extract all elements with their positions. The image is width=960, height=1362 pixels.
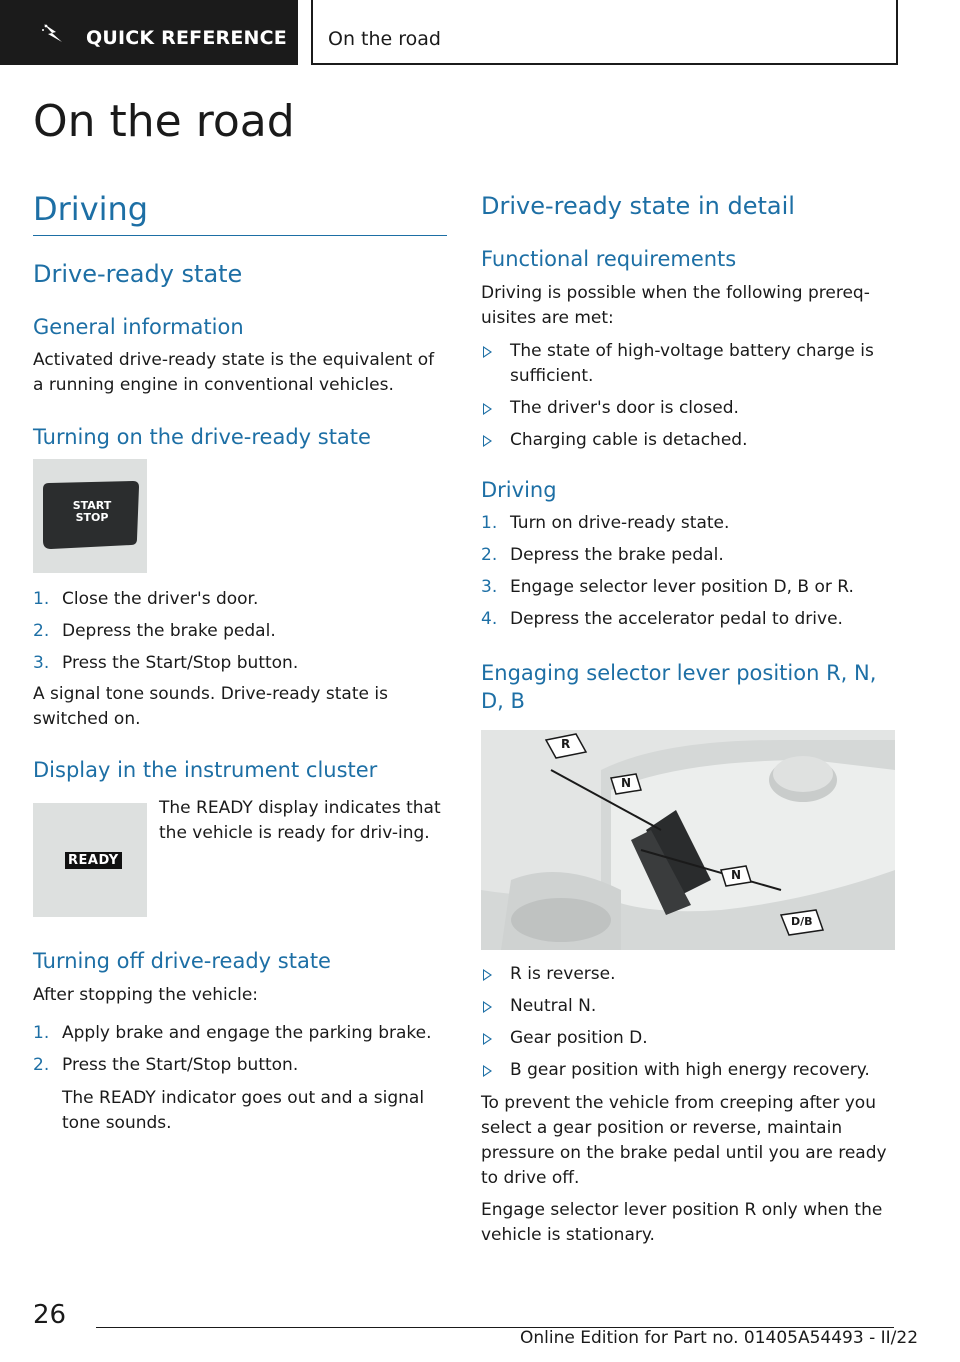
display-heading: Display in the instrument cluster [33, 758, 378, 782]
selector-r-label: R [561, 737, 571, 751]
start-stop-button-image [33, 459, 147, 573]
heading-rule [33, 235, 447, 236]
turning-off-heading: Turning off drive-ready state [33, 949, 331, 973]
list-item: 3. Engage selector lever position D, B or R. [481, 577, 854, 597]
gear-items [481, 962, 895, 1090]
list-item: 1. Close the driver's door. [33, 589, 259, 609]
bullet-triangle-icon [483, 403, 492, 415]
list-item: Charging cable is detached. [481, 428, 895, 453]
quick-reference-icon [42, 22, 68, 49]
detail-heading: Drive-ready state in detail [481, 192, 795, 220]
list-item: 4. Depress the accelerator pedal to drive. [481, 609, 843, 629]
edition-text: Online Edition for Part no. 01405A54493 - II/22 [520, 1328, 919, 1348]
list-item: R is reverse. [481, 962, 895, 987]
bullet-triangle-icon [483, 1065, 492, 1077]
list-item: B gear position with high energy recovery. [481, 1058, 895, 1083]
quick-reference-tab[interactable] [0, 0, 298, 65]
driving-steps [481, 511, 895, 639]
bullet-triangle-icon [483, 1001, 492, 1013]
section-tab-label: On the road [328, 28, 441, 50]
functional-items [481, 339, 895, 460]
engaging-heading: Engaging selector lever position R, N, D, B [481, 661, 877, 713]
turning-on-heading: Turning on the drive-ready state [33, 425, 371, 449]
list-item: The state of high-voltage battery charge is sufficient. [481, 339, 895, 389]
bullet-triangle-icon [483, 969, 492, 981]
list-item: Gear position D. [481, 1026, 895, 1051]
ready-display-image [33, 803, 147, 917]
list-item: 2. Depress the brake pedal. [33, 621, 276, 641]
bullet-triangle-icon [483, 435, 492, 447]
bullet-triangle-icon [483, 1033, 492, 1045]
start-label: START [72, 499, 112, 512]
list-item: 2. Depress the brake pedal. [481, 545, 724, 565]
page-title: On the road [33, 96, 295, 147]
list-item: 2. Press the Start/Stop button. [33, 1055, 299, 1075]
drive-ready-heading: Drive-ready state [33, 260, 243, 288]
list-item: 1. Turn on drive-ready state. [481, 513, 730, 533]
stop-label: STOP [75, 511, 109, 524]
driving-subheading: Driving [481, 478, 557, 502]
functional-intro: Driving is possible when the following prereq-uisites are met: [481, 283, 870, 328]
selector-db-label: D/B [791, 915, 813, 928]
turning-off-steps [33, 1021, 447, 1085]
selector-n-label: N [621, 776, 632, 790]
functional-heading: Functional requirements [481, 247, 737, 271]
creep-text: To prevent the vehicle from creeping after you select a gear position or reverse, maintain pressure on the brake pedal until you are ready to drive off. [481, 1093, 887, 1188]
turning-on-steps [33, 587, 447, 683]
list-item: 1. Apply brake and engage the parking brake. [33, 1023, 432, 1043]
selector-n-lower-label: N [731, 868, 742, 882]
quick-reference-label: QUICK REFERENCE [86, 27, 287, 49]
ready-indicator: READY [65, 852, 122, 869]
section-tab[interactable] [311, 0, 898, 65]
driving-heading: Driving [33, 190, 149, 228]
stationary-text: Engage selector lever position R only when the vehicle is stationary. [481, 1200, 883, 1245]
list-item: Neutral N. [481, 994, 895, 1019]
turning-off-note: The READY indicator goes out and a signal tone sounds. [62, 1088, 425, 1133]
bullet-triangle-icon [483, 346, 492, 358]
general-info-heading: General information [33, 315, 244, 339]
display-text: The READY display indicates that the vehicle is ready for driv-ing. [159, 798, 441, 843]
turning-off-intro: After stopping the vehicle: [33, 985, 259, 1005]
selector-lever-image [481, 730, 895, 950]
page-number: 26 [33, 1300, 67, 1330]
general-info-text: Activated drive-ready state is the equivalent of a running engine in conventional vehicles. [33, 350, 435, 395]
list-item: The driver's door is closed. [481, 396, 895, 421]
list-item: 3. Press the Start/Stop button. [33, 653, 299, 673]
turning-on-result: A signal tone sounds. Drive-ready state is switched on. [33, 684, 388, 729]
